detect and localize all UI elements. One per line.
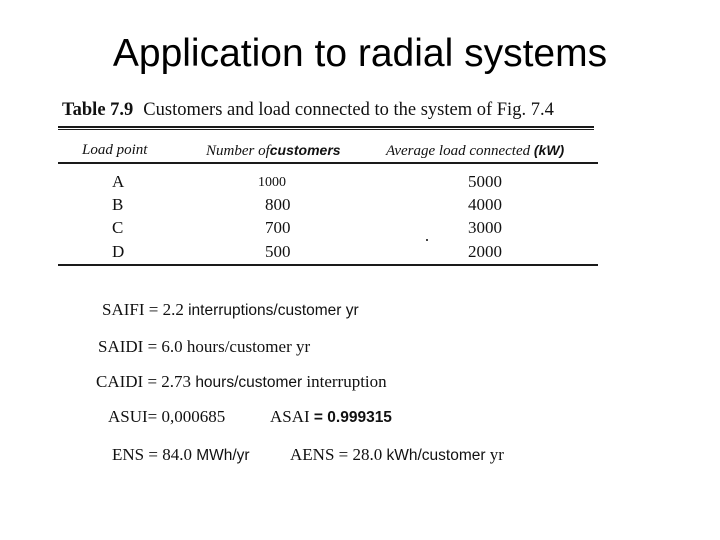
row-b-load: 4000 xyxy=(468,195,502,214)
row-d-customers: 500 xyxy=(265,242,291,261)
aens-unit-b: yr xyxy=(489,445,504,464)
row-c-customers: 700 xyxy=(265,218,291,237)
row-d-load: 2000 xyxy=(468,242,502,261)
saidi-value: SAIDI = 6.0 xyxy=(98,337,183,356)
saidi-unit: hours/customer yr xyxy=(186,337,311,356)
header-customers xyxy=(206,142,341,160)
caidi-line xyxy=(96,372,387,392)
saifi-unit: interruptions/customer yr xyxy=(188,302,359,319)
slide-title: Application to radial systems xyxy=(112,32,608,75)
header-load-point: Load point xyxy=(82,142,148,158)
table-caption xyxy=(62,100,554,121)
saifi-line xyxy=(102,300,359,320)
header-load-suffix: (kW) xyxy=(533,142,565,158)
row-a-customers: 1000 xyxy=(258,175,286,190)
row-a-point: A xyxy=(112,172,125,191)
header-customers-suffix: customers xyxy=(269,142,341,158)
top-rule-thin xyxy=(58,129,594,130)
row-c-load: 3000 xyxy=(468,218,502,237)
table-caption-text: Customers and load connected to the system of Fig. 7.4 xyxy=(143,100,554,120)
saidi-line xyxy=(98,337,310,357)
row-a-load: 5000 xyxy=(468,172,502,191)
header-load xyxy=(386,142,564,160)
row-b-customers: 800 xyxy=(265,195,291,214)
bottom-rule xyxy=(58,264,598,266)
top-rule xyxy=(58,126,594,128)
aens-value: AENS = 28.0 xyxy=(290,445,383,464)
asai-line xyxy=(270,407,392,427)
ens-value: ENS = 84.0 xyxy=(112,445,192,464)
asai-label: ASAI xyxy=(270,407,310,426)
aens-unit-a: kWh/customer xyxy=(386,447,486,464)
asui-line: ASUI= 0,000685 xyxy=(108,407,226,426)
saifi-value: SAIFI = 2.2 xyxy=(102,300,184,319)
header-rule xyxy=(58,162,598,164)
caidi-unit-a: hours/customer xyxy=(195,374,303,391)
header-load-prefix: Average load connected xyxy=(386,143,531,159)
caidi-unit-b: interruption xyxy=(306,372,387,391)
row-d-point: D xyxy=(112,242,125,261)
ens-unit: MWh/yr xyxy=(196,447,250,464)
table-number: Table 7.9 xyxy=(62,100,134,120)
ens-line xyxy=(112,445,250,465)
row-c-point: C xyxy=(112,218,124,237)
asai-value: = 0.999315 xyxy=(313,409,392,426)
row-b-point: B xyxy=(112,195,124,214)
caidi-value: CAIDI = 2.73 xyxy=(96,372,192,391)
scan-speck xyxy=(426,239,428,241)
header-customers-prefix: Number of xyxy=(206,143,270,159)
aens-line xyxy=(290,445,504,465)
